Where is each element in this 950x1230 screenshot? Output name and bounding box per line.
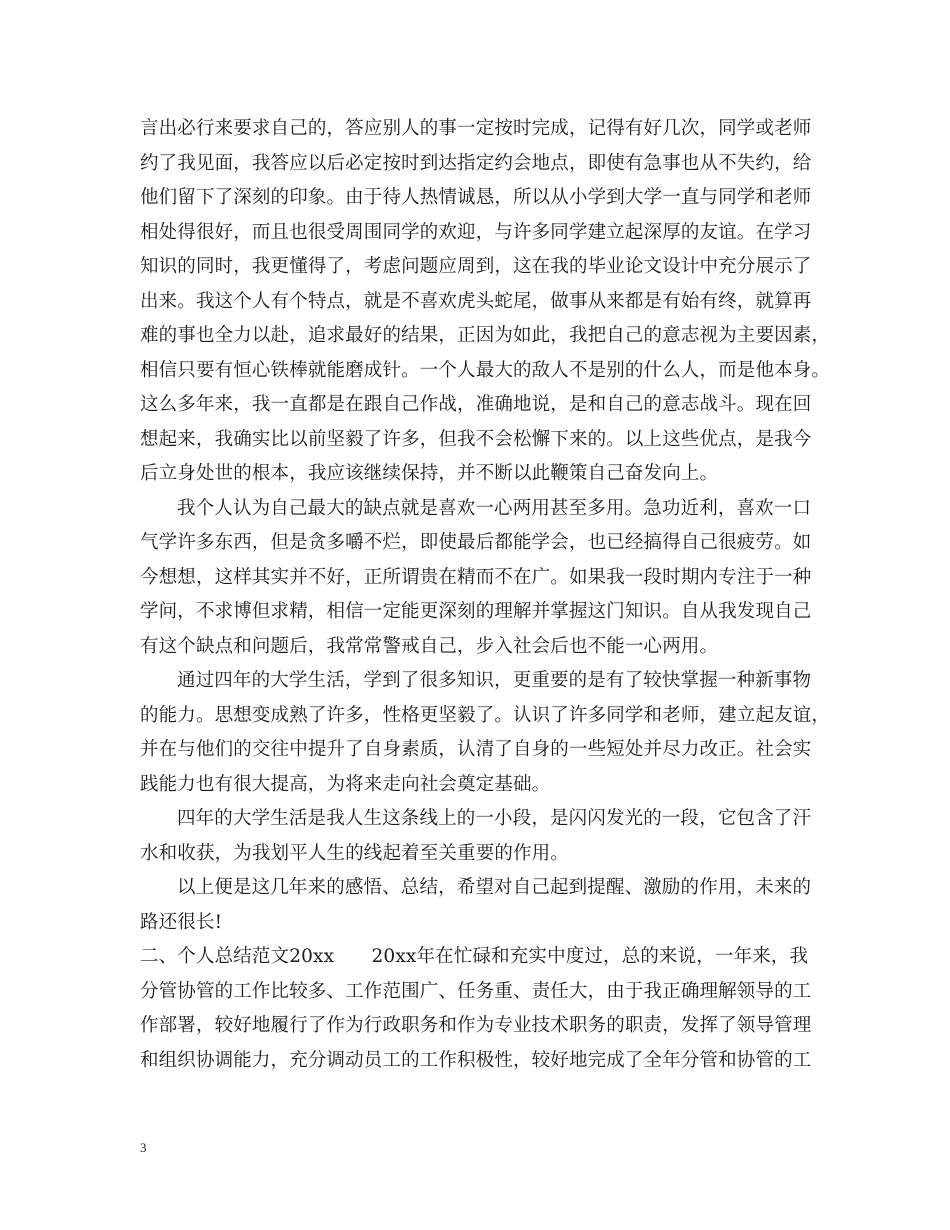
text-line: 他们留下了深刻的印象。由于待人热情诚恳，所以从小学到大学一直与同学和老师 (140, 187, 812, 208)
text-line: 四年的大学生活是我人生这条线上的一小段，是闪闪发光的一段，它包含了汗 (177, 808, 812, 829)
document-body (140, 112, 831, 1078)
text-line: 和组织协调能力，充分调动员工的工作积极性，较好地完成了全年分管和协管的工 (140, 1049, 812, 1071)
text-line: 二、个人总结范文20xx 20xx年在忙碌和充实中度过，总的来说，一年来，我 (140, 946, 809, 967)
page-number: 3 (140, 1140, 147, 1155)
text-line: 并在与他们的交往中提升了自身素质，认清了自身的一些短处并尽力改正。社会实 (140, 739, 812, 760)
text-line: 相信只要有恒心铁棒就能磨成针。一个人最大的敌人不是别的什么人，而是他本身。 (140, 359, 831, 381)
text-line: 今想想，这样其实并不好，正所谓贵在精而不在广。如果我一段时期内专注于一种 (140, 566, 812, 588)
text-line: 约了我见面，我答应以后必定按时到达指定约会地点，即使有急事也从不失约，给 (140, 152, 812, 174)
text-line: 气学许多东西，但是贪多嚼不烂，即使最后都能学会，也已经搞得自己很疲劳。如 (140, 532, 812, 553)
text-line: 难的事也全力以赴，追求最好的结果，正因为如此，我把自己的意志视为主要因素， (140, 325, 831, 346)
text-line: 学问，不求博但求精，相信一定能更深刻的理解并掌握这门知识。自从我发现自己 (140, 601, 812, 622)
text-line: 有这个缺点和问题后，我常常警戒自己，步入社会后也不能一心两用。 (140, 635, 719, 657)
text-line: 我个人认为自己最大的缺点就是喜欢一心两用甚至多用。急功近利，喜欢一口 (177, 497, 812, 519)
text-line: 作部署，较好地履行了作为行政职务和作为专业技术职务的职责，发挥了领导管理 (140, 1015, 812, 1036)
text-line: 的能力。思想变成熟了许多，性格更坚毅了。认识了许多同学和老师，建立起友谊， (140, 704, 831, 726)
text-line: 出来。我这个人有个特点，就是不喜欢虎头蛇尾，做事从来都是有始有终，就算再 (140, 290, 812, 312)
text-line: 践能力也有很大提高，为将来走向社会奠定基础。 (140, 773, 551, 795)
text-line: 后立身处世的根本，我应该继续保持，并不断以此鞭策自己奋发向上。 (140, 463, 719, 484)
text-line: 以上便是这几年来的感悟、总结，希望对自己起到提醒、激励的作用，未来的 (177, 877, 812, 898)
text-line: 路还很长! (140, 911, 223, 933)
text-line: 言出必行来要求自己的，答应别人的事一定按时完成，记得有好几次，同学或老师 (140, 118, 812, 139)
text-line: 这么多年来，我一直都是在跟自己作战，准确地说，是和自己的意志战斗。现在回 (140, 394, 812, 415)
text-line: 想起来，我确实比以前坚毅了许多，但我不会松懈下来的。以上这些优点，是我今 (140, 428, 812, 450)
text-line: 通过四年的大学生活，学到了很多知识，更重要的是有了较快掌握一种新事物 (177, 670, 812, 691)
text-line: 相处得很好，而且也很受周围同学的欢迎，与许多同学建立起深厚的友谊。在学习 (140, 221, 812, 243)
text-line: 分管协管的工作比较多、工作范围广、任务重、责任大，由于我正确理解领导的工 (140, 980, 812, 1002)
text-line: 水和收获，为我划平人生的线起着至关重要的作用。 (140, 842, 569, 864)
text-line: 知识的同时，我更懂得了，考虑问题应周到，这在我的毕业论文设计中充分展示了 (140, 256, 812, 277)
